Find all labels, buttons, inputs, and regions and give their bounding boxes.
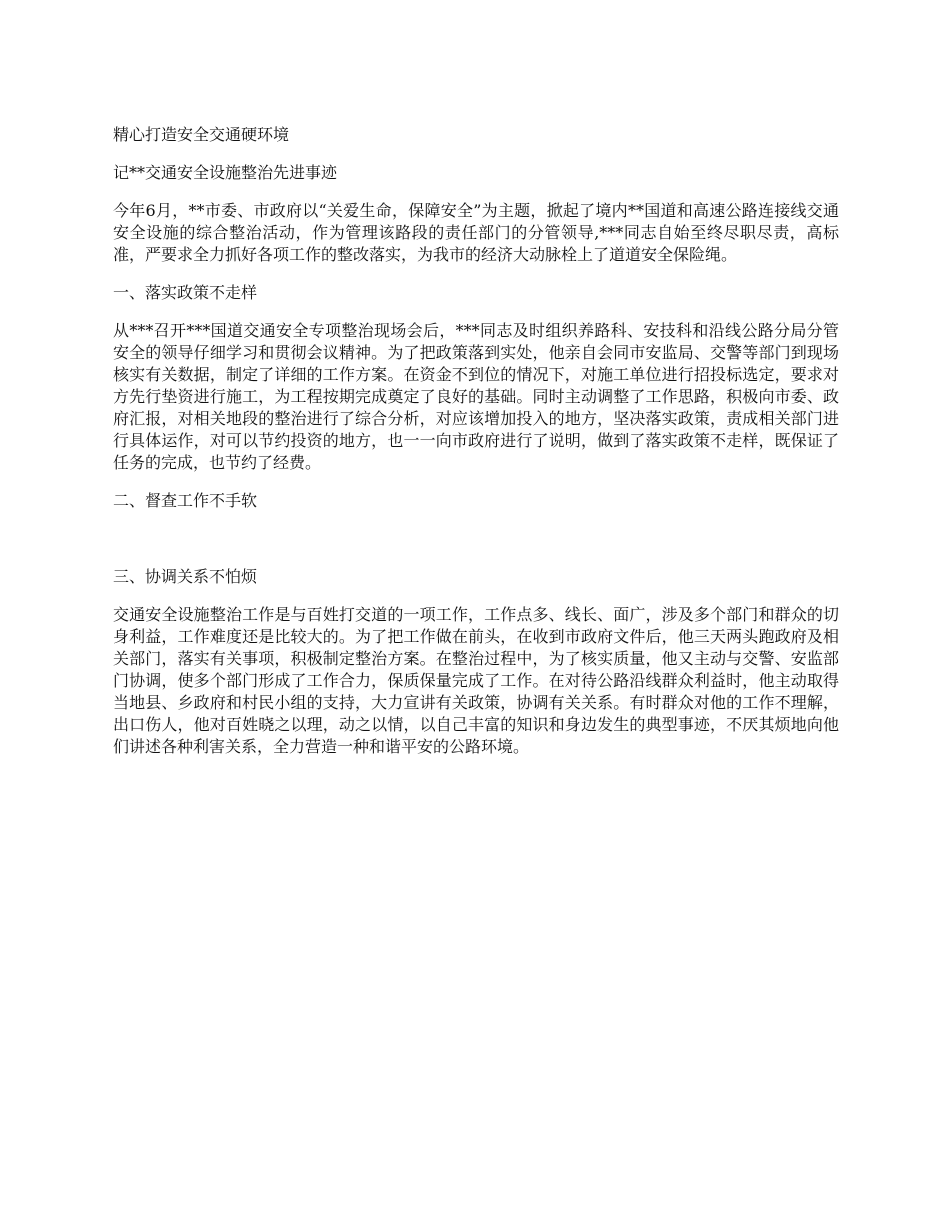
- intro-paragraph: 今年6月，**市委、市政府以“关爱生命，保障安全”为主题，掀起了境内**国道和高速公路连接线交通安全设施的综合整治活动，作为管理该路段的责任部门的分管领导,***同志自始至终尽职尽责，高标准，严要求全力抓好各项工作的整改落实，为我市的经济大动脉栓上了道道安全保险绳。: [113, 201, 839, 264]
- section-1-paragraph: 从***召开***国道交通安全专项整治现场会后，***同志及时组织养路科、安技科和沿线公路分局分管安全的领导仔细学习和贯彻会议精神。为了把政策落到实处，他亲自会同市安监局、交警等部门到现场核实有关数据，制定了详细的工作方案。在资金不到位的情况下，对施工单位进行招投标选定，要求对方先行垫资进行施工，为工程按期完成奠定了良好的基础。同时主动调整了工作思路，积极向市委、政府汇报，对相关地段的整治进行了综合分析，对应该增加投入的地方，坚决落实政策，责成相关部门进行具体运作，对可以节约投资的地方，也一一向市政府进行了说明，做到了落实政策不走样，既保证了任务的完成，也节约了经费。: [113, 321, 839, 472]
- section-3-heading: 三、协调关系不怕烦: [113, 567, 258, 586]
- document-title: 精心打造安全交通硬环境: [113, 125, 290, 144]
- section-2-heading: 二、督查工作不手软: [113, 491, 258, 510]
- document-subtitle: 记**交通安全设施整治先进事迹: [113, 163, 338, 182]
- section-1-heading: 一、落实政策不走样: [113, 283, 258, 302]
- section-3-paragraph: 交通安全设施整治工作是与百姓打交道的一项工作，工作点多、线长、面广，涉及多个部门和群众的切身利益，工作难度还是比较大的。为了把工作做在前头，在收到市政府文件后，他三天两头跑政府及相关部门，落实有关事项，积极制定整治方案。在整治过程中，为了核实质量，他又主动与交警、安监部门协调，使多个部门形成了工作合力，保质保量完成了工作。在对待公路沿线群众利益时，他主动取得当地县、乡政府和村民小组的支持，大力宣讲有关政策，协调有关关系。有时群众对他的工作不理解，出口伤人，他对百姓晓之以理，动之以情，以自己丰富的知识和身边发生的典型事迹，不厌其烦地向他们讲述各种利害关系，全力营造一种和谐平安的公路环境。: [113, 605, 839, 756]
- document-page: [113, 124, 839, 774]
